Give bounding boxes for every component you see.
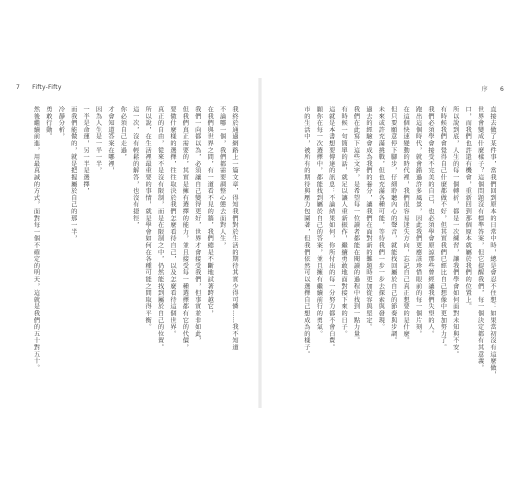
text-column: 要做什麼樣的選擇，往往取決於我們怎麼看待自己，以及怎麼看待這個世界。 xyxy=(168,106,176,338)
text-column: 才會知道答案在哪裡， xyxy=(106,106,114,174)
text-column: 世界會變成什麼樣子？這個問題沒有標準答案，但它提醒我們，每一個決定都有其意義。 xyxy=(476,106,484,372)
text-column: 我們一向都以為，必須讓自己變得更好，世界才會接受我們，但事實並非如此， xyxy=(193,106,201,344)
text-column: 而我們能做的，就是把握屬於自己的那一半， xyxy=(69,106,77,242)
text-column: 你必須自己走過， xyxy=(119,106,127,161)
text-column: 但我們真正需要的，其實是擁有選擇的能力，並且接受每一種選擇都有它的代價， xyxy=(181,106,189,351)
left-page-header xyxy=(16,84,62,91)
text-column: 有時候我們會覺得自己什麼都做不好，但其實我們已經比自己想像中更加努力了。 xyxy=(439,106,447,351)
text-column: 我終於通過網路上一篇文章，得知我們對於生活的期待其實少得可憐……我不知道 xyxy=(231,106,238,351)
text-column: 勇敢行動。 xyxy=(44,106,52,140)
text-column: 未來或許充滿挑戰，但也充滿各種可能，等待我們一步一步去探索與發現。 xyxy=(377,106,385,331)
running-title: Fifty-Fifty xyxy=(32,84,62,91)
left-page-body xyxy=(32,106,240,406)
text-column: 然後繼續前進，用最真誠的方式，面對每一個不確定的明天，這就是我們的五十對五十。 xyxy=(32,106,40,372)
text-column: 真正的自由，從來不是沒有限制，而是在限制之中，仍然能找到屬於自己的位置。 xyxy=(156,106,164,351)
text-column: 但只要願意停下腳步，仔細聆聽內心的聲音，就能找回屬於自己的節奏與步調。 xyxy=(389,106,397,344)
right-page-header xyxy=(482,84,504,93)
text-column: 在我們與世界之間，有一道看不見的牆，我們總是不斷地試著跨越它， xyxy=(206,106,214,317)
text-column: 冷靜分析， xyxy=(57,106,65,140)
page-number: 7 xyxy=(16,84,21,91)
right-page-body xyxy=(278,106,498,406)
text-column: 願你在每一次選擇中，都能找到屬於自己的答案，並且擁有繼續前行的勇氣。 xyxy=(315,106,323,338)
text-column: 過去的經驗會成為我們的養分，讓我們在面對新的難題時更加從容與堅定。 xyxy=(364,106,372,331)
text-column: 所以說，在生活裡最重要的事情，就是學會如何在各種可能之間取得平衡。 xyxy=(144,106,152,331)
text-column: 這就是本書想要傳達的訊息：不論結果如何，你所付出的每一分努力都不會白費。 xyxy=(327,106,335,351)
text-column: 直接去做了某件事，當我們回到原本的日常中時，總是會忍不住想：如果當初沒有這麼做， xyxy=(489,106,496,378)
text-column: 我們必須學會接受不完美的自己，也必須學會原諒那些曾經讓我們失望的人。 xyxy=(426,106,434,338)
text-column: 有時候一句簡單的話，就足以讓人重新振作，繼續勇敢地面對接下來的日子。 xyxy=(340,106,348,338)
text-column: 我們在此寫下這些文字，是希望每一位讀者都能在閱讀的過程中找到一點力量。 xyxy=(352,106,360,344)
text-column: 在這個快速變動的時代裡，我們很容易迷失方向，忘記自己真正想要的是什麼。 xyxy=(402,106,410,344)
text-column: 不論哪一個，我們都需要調整心態去面對人生， xyxy=(218,106,226,249)
text-column: 口，而我們也許還有機會，重新回到那個原本就屬於我們的位置上。 xyxy=(464,106,472,310)
text-column: 市的生活中，被所有的期待與壓力包圍著，但我們依然可以選擇自己想成為的樣子。 xyxy=(302,106,310,358)
text-column: 一半是命運，另一半是選擇， xyxy=(82,106,90,195)
text-column: 因為人生是一半一半， xyxy=(94,106,102,174)
running-title: 序 xyxy=(481,86,488,93)
text-column: 跑出這個時代，就會錯過許多風景，因此我們更應該珍惜眼前的每一個片刻。 xyxy=(414,106,422,338)
text-column: 所以說到底，人生的每一個轉折，都是一次練習，讓我們學會如何面對未知與不安。 xyxy=(451,106,459,358)
page-number: 6 xyxy=(499,86,504,93)
right-page xyxy=(260,0,520,500)
text-column: 這一次，沒有輕鬆的解答，也沒有捷徑， xyxy=(131,106,139,229)
